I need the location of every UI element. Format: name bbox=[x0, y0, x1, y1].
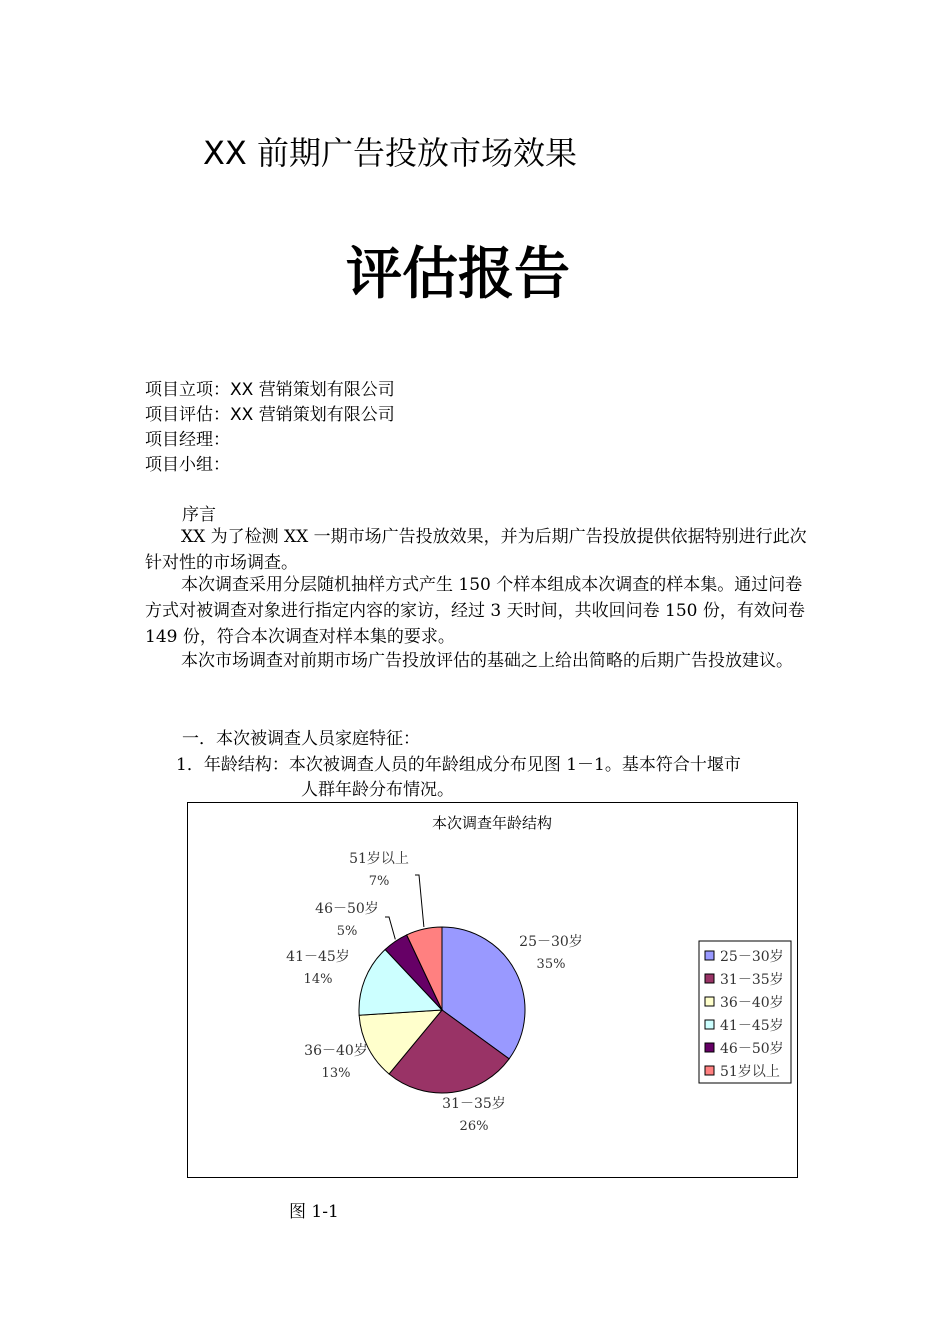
legend-swatch bbox=[705, 1020, 714, 1029]
meta-project-evaluation: 项目评估：XX 营销策划有限公司 bbox=[145, 405, 395, 425]
meta-project-initiation: 项目立项：XX 营销策划有限公司 bbox=[145, 380, 395, 400]
meta-project-team: 项目小组： bbox=[145, 455, 230, 475]
legend-label: 51岁以上 bbox=[720, 1064, 780, 1080]
chart-title: 本次调查年龄结构 bbox=[431, 814, 553, 832]
slice-percent-label: 35% bbox=[536, 957, 566, 972]
age-structure-chart bbox=[187, 802, 798, 1178]
legend-swatch bbox=[705, 1043, 714, 1052]
slice-category-label: 25－30岁 bbox=[519, 934, 583, 950]
document-title-line2: 评估报告 bbox=[346, 242, 570, 307]
pie-chart-svg bbox=[188, 803, 797, 1177]
preface-paragraph-3: 本次市场调查对前期市场广告投放评估的基础之上给出简略的后期广告投放建议。 bbox=[181, 651, 793, 671]
preface-paragraph-1: XX 为了检测 XX 一期市场广告投放效果，并为后期广告投放提供依据特别进行此次针对性的市场调查。 bbox=[145, 527, 807, 573]
slice-category-label: 46－50岁 bbox=[315, 901, 379, 917]
chart-legend bbox=[699, 941, 791, 1083]
slice-percent-label: 13% bbox=[321, 1066, 351, 1081]
legend-label: 46－50岁 bbox=[720, 1041, 784, 1057]
slice-percent-label: 26% bbox=[459, 1119, 489, 1134]
legend-swatch bbox=[705, 951, 714, 960]
legend-label: 36－40岁 bbox=[720, 995, 784, 1011]
leader-line-6 bbox=[415, 875, 424, 927]
meta-project-manager: 项目经理： bbox=[145, 430, 230, 450]
legend-swatch bbox=[705, 1066, 714, 1075]
leader-line-5 bbox=[385, 917, 395, 939]
leader-lines bbox=[385, 875, 424, 939]
slice-percent-label: 14% bbox=[303, 972, 333, 987]
preface-heading: 序言 bbox=[182, 505, 216, 525]
pie-slices bbox=[359, 927, 525, 1093]
item-1-line-2: 人群年龄分布情况。 bbox=[301, 780, 454, 800]
item-1-line-1: 1．年龄结构：本次被调查人员的年龄组成分布见图 1－1。基本符合十堰市 bbox=[176, 755, 741, 775]
slice-category-label: 31－35岁 bbox=[442, 1096, 506, 1112]
slice-percent-label: 5% bbox=[336, 924, 358, 939]
document-title-line1: XX 前期广告投放市场效果 bbox=[203, 134, 578, 172]
legend-label: 41－45岁 bbox=[720, 1018, 784, 1034]
legend-swatch bbox=[705, 997, 714, 1006]
slice-category-label: 51岁以上 bbox=[349, 851, 409, 867]
slice-category-label: 41－45岁 bbox=[286, 949, 350, 965]
preface-paragraph-2: 本次调查采用分层随机抽样方式产生 150 个样本组成本次调查的样本集。通过问卷方式对被调查对象进行指定内容的家访，经过 3 天时间，共收回问卷 150 份，有效问卷 149 份，符合本次调查对样本集的要求。 bbox=[145, 575, 805, 647]
slice-category-label: 36－40岁 bbox=[304, 1043, 368, 1059]
legend-swatch bbox=[705, 974, 714, 983]
section-heading: 一．本次被调查人员家庭特征： bbox=[182, 729, 420, 749]
legend-label: 31－35岁 bbox=[720, 972, 784, 988]
legend-label: 25－30岁 bbox=[720, 949, 784, 965]
figure-caption: 图 1-1 bbox=[289, 1202, 339, 1222]
slice-percent-label: 7% bbox=[368, 874, 390, 889]
